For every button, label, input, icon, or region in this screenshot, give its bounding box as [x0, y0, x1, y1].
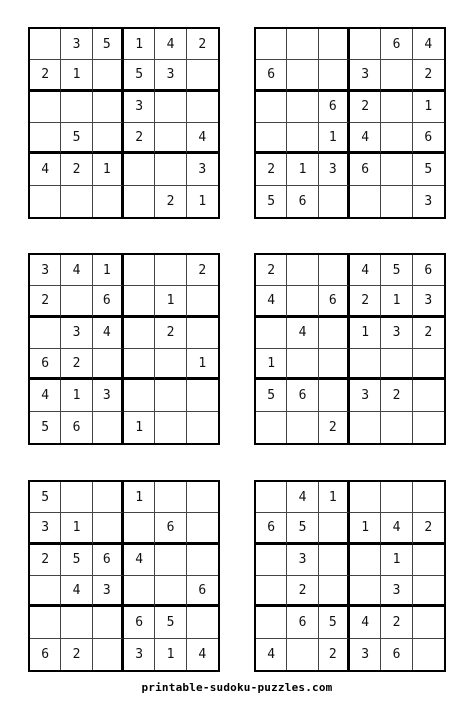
sudoku-puzzle-1 — [28, 27, 220, 219]
sudoku-cell — [93, 482, 124, 513]
sudoku-cell — [287, 255, 318, 286]
sudoku-cell — [319, 545, 350, 576]
sudoku-cell — [413, 607, 444, 638]
sudoku-cell — [61, 482, 92, 513]
sudoku-cell: 2 — [61, 639, 92, 670]
sudoku-cell: 5 — [93, 29, 124, 60]
sudoku-cell: 3 — [124, 639, 155, 670]
sudoku-cell: 1 — [155, 286, 186, 317]
sudoku-cell — [287, 412, 318, 443]
sudoku-cell — [93, 92, 124, 123]
footer-site-url: printable-sudoku-puzzles.com — [141, 681, 333, 694]
sudoku-cell — [256, 29, 287, 60]
sudoku-cell: 4 — [350, 255, 381, 286]
sudoku-cell — [93, 513, 124, 544]
sudoku-cell — [287, 92, 318, 123]
sudoku-cell — [124, 286, 155, 317]
sudoku-cell: 3 — [30, 513, 61, 544]
sudoku-cell — [287, 286, 318, 317]
sudoku-cell — [256, 123, 287, 154]
sudoku-cell: 3 — [155, 60, 186, 91]
sudoku-cell: 4 — [287, 482, 318, 513]
sudoku-cell: 6 — [187, 576, 218, 607]
sudoku-cell: 4 — [350, 607, 381, 638]
sudoku-cell: 5 — [30, 412, 61, 443]
sudoku-cell — [187, 607, 218, 638]
sudoku-cell: 2 — [319, 639, 350, 670]
sudoku-cell — [381, 349, 412, 380]
sudoku-cell — [155, 349, 186, 380]
sudoku-cell: 1 — [350, 318, 381, 349]
sudoku-cell — [187, 318, 218, 349]
sudoku-cell — [256, 318, 287, 349]
sudoku-cell — [319, 60, 350, 91]
sudoku-cell — [381, 60, 412, 91]
sudoku-cell — [124, 154, 155, 185]
sudoku-cell: 5 — [256, 380, 287, 411]
sudoku-cell — [187, 482, 218, 513]
sudoku-cell — [319, 380, 350, 411]
sudoku-cell: 1 — [381, 545, 412, 576]
sudoku-cell — [350, 186, 381, 217]
sudoku-cell: 2 — [381, 607, 412, 638]
sudoku-cell: 2 — [61, 154, 92, 185]
sudoku-cell — [381, 92, 412, 123]
sudoku-cell: 1 — [61, 380, 92, 411]
sudoku-cell: 3 — [187, 154, 218, 185]
sudoku-cell: 4 — [30, 380, 61, 411]
sudoku-cell: 2 — [155, 318, 186, 349]
sudoku-cell — [256, 412, 287, 443]
sudoku-cell — [124, 576, 155, 607]
sudoku-cell: 2 — [413, 60, 444, 91]
sudoku-cell — [256, 545, 287, 576]
sudoku-cell — [93, 607, 124, 638]
sudoku-cell — [124, 186, 155, 217]
sudoku-cell: 4 — [198, 646, 207, 662]
sudoku-cell — [413, 576, 444, 607]
sudoku-cell: 5 — [319, 607, 350, 638]
sudoku-cell — [155, 482, 186, 513]
sudoku-cell: 2 — [187, 255, 218, 286]
sudoku-cell: 4 — [256, 286, 287, 317]
sudoku-cell: 1 — [124, 482, 155, 513]
sudoku-cell: 6 — [256, 513, 287, 544]
sudoku-cell: 6 — [93, 286, 124, 317]
sudoku-cell — [30, 29, 61, 60]
sudoku-cell: 2 — [413, 513, 444, 544]
sudoku-cell: 5 — [30, 482, 61, 513]
sudoku-cell: 5 — [256, 186, 287, 217]
sudoku-cell — [124, 349, 155, 380]
sudoku-cell — [187, 380, 218, 411]
sudoku-cell — [350, 349, 381, 380]
sudoku-cell: 3 — [93, 576, 124, 607]
sudoku-cell — [61, 607, 92, 638]
sudoku-cell: 1 — [256, 349, 287, 380]
sudoku-cell: 5 — [124, 60, 155, 91]
sudoku-cell — [93, 412, 124, 443]
sudoku-cell: 2 — [350, 92, 381, 123]
sudoku-cell — [287, 60, 318, 91]
sudoku-cell: 2 — [124, 123, 155, 154]
sudoku-cell: 4 — [350, 123, 381, 154]
sudoku-cell: 6 — [413, 123, 444, 154]
sudoku-cell — [319, 29, 350, 60]
sudoku-cell: 3 — [381, 576, 412, 607]
sudoku-cell — [381, 123, 412, 154]
sudoku-cell: 6 — [124, 607, 155, 638]
sudoku-cell — [61, 92, 92, 123]
sudoku-cell: 1 — [350, 513, 381, 544]
sudoku-cell — [381, 482, 412, 513]
sudoku-cell — [155, 576, 186, 607]
sudoku-cell — [124, 318, 155, 349]
sudoku-cell: 3 — [61, 318, 92, 349]
sudoku-cell: 5 — [61, 123, 92, 154]
sudoku-cell: 4 — [287, 318, 318, 349]
sudoku-cell: 2 — [30, 60, 61, 91]
sudoku-cell — [256, 576, 287, 607]
sudoku-cell: 3 — [350, 60, 381, 91]
sudoku-cell — [256, 482, 287, 513]
sudoku-cell — [155, 380, 186, 411]
sudoku-cell — [287, 639, 318, 670]
sudoku-cell: 6 — [155, 513, 186, 544]
sudoku-cell: 6 — [319, 286, 350, 317]
sudoku-cell: 3 — [61, 29, 92, 60]
sudoku-cell: 1 — [124, 29, 155, 60]
sudoku-cell — [413, 545, 444, 576]
sudoku-cell: 4 — [256, 639, 287, 670]
sudoku-cell: 6 — [61, 412, 92, 443]
sudoku-cell — [155, 123, 186, 154]
sudoku-cell — [30, 92, 61, 123]
sudoku-puzzle-2 — [254, 27, 446, 219]
sudoku-cell: 1 — [61, 513, 92, 544]
sudoku-cell: 2 — [30, 545, 61, 576]
sudoku-cell — [381, 412, 412, 443]
sudoku-cell — [350, 545, 381, 576]
sudoku-cell: 3 — [319, 154, 350, 185]
sudoku-cell: 6 — [30, 639, 61, 670]
sudoku-cell — [30, 576, 61, 607]
sudoku-cell — [413, 380, 444, 411]
sudoku-cell: 6 — [381, 639, 412, 670]
sudoku-cell: 3 — [424, 193, 433, 209]
sudoku-cell: 5 — [287, 513, 318, 544]
sudoku-cell: 3 — [381, 318, 412, 349]
sudoku-cell — [413, 412, 444, 443]
sudoku-cell: 1 — [413, 92, 444, 123]
sudoku-cell: 3 — [30, 255, 61, 286]
sudoku-cell: 6 — [350, 154, 381, 185]
sudoku-cell: 6 — [256, 60, 287, 91]
sudoku-cell: 2 — [155, 186, 186, 217]
sudoku-cell: 5 — [61, 545, 92, 576]
sudoku-cell: 1 — [319, 123, 350, 154]
sudoku-cell: 5 — [413, 154, 444, 185]
sudoku-cell: 6 — [287, 380, 318, 411]
sudoku-cell — [187, 545, 218, 576]
sudoku-cell — [93, 186, 124, 217]
sudoku-cell: 5 — [381, 255, 412, 286]
sudoku-cell: 4 — [124, 545, 155, 576]
sudoku-cell: 6 — [30, 349, 61, 380]
sudoku-cell: 3 — [93, 380, 124, 411]
sudoku-cell: 5 — [155, 607, 186, 638]
sudoku-cell: 6 — [287, 607, 318, 638]
sudoku-cell: 4 — [30, 154, 61, 185]
sudoku-cell — [93, 349, 124, 380]
sudoku-cell — [413, 482, 444, 513]
sudoku-cell — [287, 349, 318, 380]
sudoku-cell: 3 — [287, 545, 318, 576]
sudoku-cell: 2 — [30, 286, 61, 317]
sudoku-cell: 2 — [319, 412, 350, 443]
sudoku-cell: 4 — [93, 318, 124, 349]
sudoku-cell — [381, 186, 412, 217]
sudoku-cell — [319, 349, 350, 380]
sudoku-cell: 2 — [381, 380, 412, 411]
sudoku-cell — [319, 318, 350, 349]
sudoku-cell — [155, 92, 186, 123]
sudoku-cell: 2 — [350, 286, 381, 317]
sudoku-cell: 6 — [319, 92, 350, 123]
sudoku-puzzle-3 — [28, 253, 220, 445]
sudoku-cell — [155, 545, 186, 576]
sudoku-cell — [30, 186, 61, 217]
sudoku-cell — [350, 29, 381, 60]
sudoku-cell — [30, 123, 61, 154]
sudoku-cell: 2 — [61, 349, 92, 380]
sudoku-cell — [61, 186, 92, 217]
sudoku-cell — [124, 513, 155, 544]
sudoku-cell: 4 — [61, 576, 92, 607]
sudoku-cell: 4 — [61, 255, 92, 286]
sudoku-cell: 4 — [413, 29, 444, 60]
sudoku-cell: 1 — [381, 286, 412, 317]
sudoku-cell — [319, 576, 350, 607]
sudoku-cell: 2 — [187, 29, 218, 60]
sudoku-cell: 4 — [187, 123, 218, 154]
sudoku-cell: 1 — [61, 60, 92, 91]
sudoku-cell: 2 — [256, 154, 287, 185]
sudoku-cell — [287, 123, 318, 154]
sudoku-cell: 1 — [93, 255, 124, 286]
sudoku-cell — [256, 607, 287, 638]
sudoku-cell — [155, 154, 186, 185]
sudoku-cell: 1 — [187, 349, 218, 380]
sudoku-cell — [413, 349, 444, 380]
sudoku-cell — [350, 576, 381, 607]
sudoku-cell — [187, 412, 218, 443]
sudoku-puzzle-6 — [254, 480, 446, 672]
sudoku-cell: 2 — [413, 318, 444, 349]
sudoku-cell — [319, 186, 350, 217]
sudoku-cell: 4 — [381, 513, 412, 544]
sudoku-cell — [187, 60, 218, 91]
sudoku-cell — [124, 380, 155, 411]
sudoku-cell — [30, 318, 61, 349]
sudoku-cell — [93, 60, 124, 91]
sudoku-cell: 3 — [124, 92, 155, 123]
sudoku-cell — [256, 92, 287, 123]
sudoku-cell — [30, 607, 61, 638]
sudoku-cell: 2 — [256, 255, 287, 286]
sudoku-cell: 3 — [413, 286, 444, 317]
sudoku-cell: 1 — [124, 412, 155, 443]
sudoku-cell — [155, 412, 186, 443]
sudoku-cell: 1 — [198, 193, 207, 209]
sudoku-puzzle-4 — [254, 253, 446, 445]
sudoku-cell: 1 — [155, 639, 186, 670]
sudoku-cell: 6 — [287, 186, 318, 217]
sudoku-cell: 6 — [93, 545, 124, 576]
sudoku-cell — [319, 513, 350, 544]
sudoku-cell — [93, 123, 124, 154]
sudoku-cell — [187, 92, 218, 123]
sudoku-cell: 1 — [93, 154, 124, 185]
sudoku-cell — [155, 255, 186, 286]
sudoku-cell — [381, 154, 412, 185]
sudoku-puzzle-5 — [28, 480, 220, 672]
sudoku-cell — [413, 639, 444, 670]
sudoku-cell: 4 — [155, 29, 186, 60]
sudoku-cell: 3 — [350, 380, 381, 411]
sudoku-cell — [93, 639, 124, 670]
sudoku-cell — [124, 255, 155, 286]
sudoku-cell — [187, 513, 218, 544]
sudoku-cell — [61, 286, 92, 317]
sudoku-cell: 6 — [413, 255, 444, 286]
sudoku-cell: 1 — [287, 154, 318, 185]
sudoku-cell: 1 — [319, 482, 350, 513]
sudoku-cell — [350, 412, 381, 443]
sudoku-cell: 2 — [287, 576, 318, 607]
sudoku-cell — [287, 29, 318, 60]
sudoku-cell — [187, 286, 218, 317]
sudoku-cell — [350, 482, 381, 513]
sudoku-cell — [319, 255, 350, 286]
sudoku-cell: 6 — [381, 29, 412, 60]
sudoku-cell: 3 — [350, 639, 381, 670]
